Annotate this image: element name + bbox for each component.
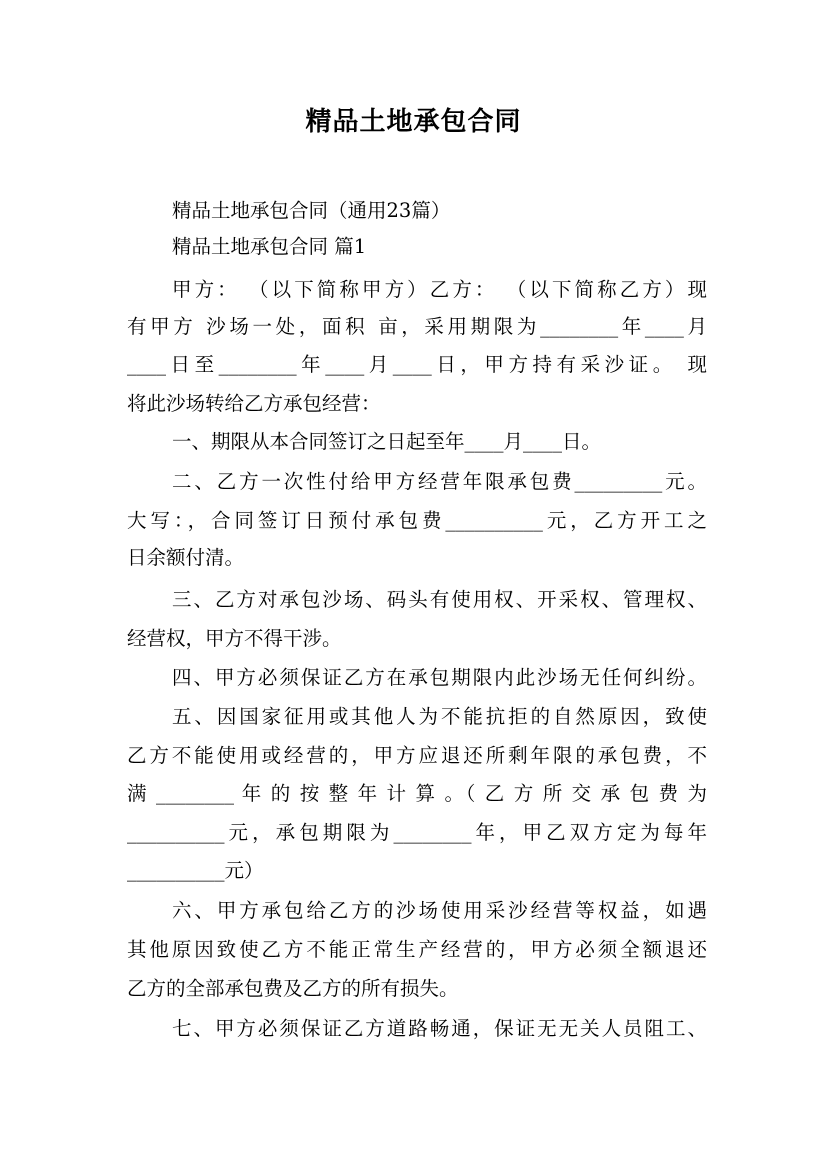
paragraph-line: __________元，承包期限为________年，甲乙双方定为每年: [127, 821, 707, 844]
subtitle-line: 精品土地承包合同（通用23篇）: [172, 199, 451, 222]
clause-2: 二、乙方一次性付给甲方经营年限承包费_________元。: [172, 470, 707, 493]
paragraph-line: __________元）: [127, 859, 264, 882]
paragraph-line: 日余额付清。: [127, 546, 245, 569]
paragraph-line: 大写：，合同签订日预付承包费__________元，乙方开工之: [127, 509, 707, 532]
document-title: 精品土地承包合同: [305, 107, 522, 137]
clause-4: 四、甲方必须保证乙方在承包期限内此沙场无任何纠纷。: [172, 666, 707, 689]
paragraph-line: 将此沙场转给乙方承包经营：: [127, 392, 381, 415]
clause-5: 五、因国家征用或其他人为不能抗拒的自然原因，致使: [172, 705, 707, 728]
section-heading: 精品土地承包合同 篇1: [172, 235, 367, 258]
clause-1: 一、期限从本合同签订之日起至年____月____日。: [172, 430, 602, 453]
paragraph-line: ____日至________年____月____日，甲方持有采沙证。 现: [127, 353, 707, 376]
paragraph-line: 甲方： （以下简称甲方）乙方： （以下简称乙方）现: [172, 278, 707, 301]
paragraph-line: 其他原因致使乙方不能正常生产经营的，甲方必须全额退还: [127, 938, 707, 961]
paragraph-line: 有甲方 沙场一处，面积 亩，采用期限为________年____月: [127, 315, 707, 338]
paragraph-line: 经营权，甲方不得干涉。: [127, 627, 342, 650]
clause-6: 六、甲方承包给乙方的沙场使用采沙经营等权益，如遇: [172, 899, 707, 922]
clause-7: 七、甲方必须保证乙方道路畅通，保证无无关人员阻工、: [172, 1017, 707, 1040]
paragraph-line: 乙方的全部承包费及乙方的所有损失。: [127, 977, 459, 1000]
clause-3: 三、乙方对承包沙场、码头有使用权、开采权、管理权、: [172, 588, 707, 611]
paragraph-line: 乙方不能使用或经营的，甲方应退还所剩年限的承包费，不: [127, 744, 707, 767]
paragraph-line: 满 ________ 年 的 按 整 年 计 算 。（ 乙 方 所 交 承 包 费 为: [127, 782, 707, 805]
